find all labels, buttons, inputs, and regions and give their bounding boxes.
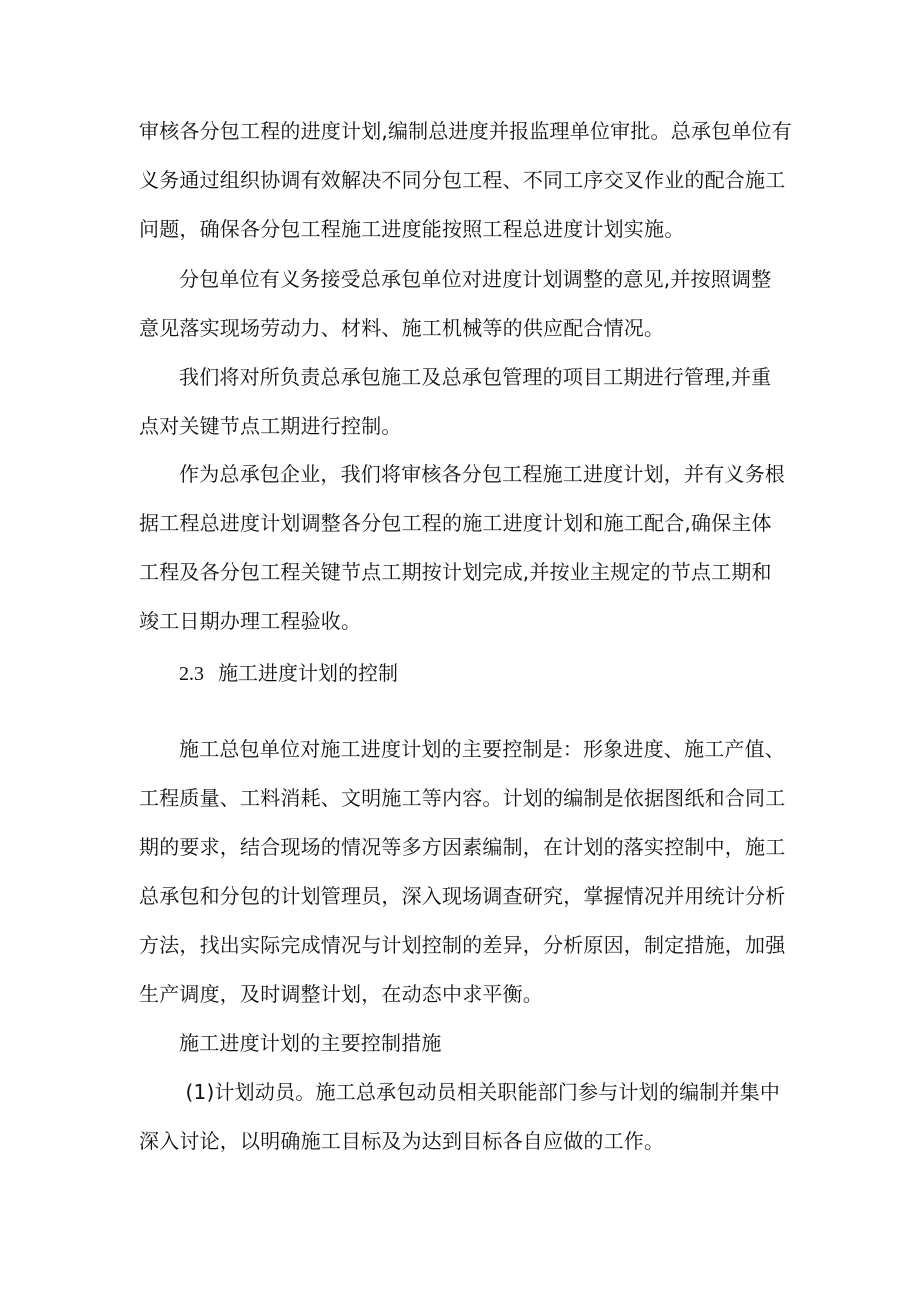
- text-line: 据工程总进度计划调整各分包工程的施工进度计划和施工配合,确保主体: [139, 511, 772, 535]
- text-line: 深入讨论，以明确施工目标及为达到目标各自应做的工作。: [139, 1129, 665, 1153]
- text-line: 工程质量、工料消耗、文明施工等内容。计划的编制是依据图纸和合同工: [139, 786, 786, 810]
- paragraph-2: [139, 255, 789, 353]
- text-line: 我们将对所负责总承包施工及总承包管理的项目工期进行管理,并重: [179, 365, 772, 389]
- text-line: 施工总包单位对施工进度计划的主要控制是：形象进度、施工产值、: [179, 737, 785, 761]
- text-line: 义务通过组织协调有效解决不同分包工程、不同工序交叉作业的配合施工: [139, 168, 786, 192]
- text-line: 期的要求，结合现场的情况等多方因素编制，在计划的落实控制中，施工: [139, 835, 786, 859]
- text-line: 点对关键节点工期进行控制。: [139, 414, 402, 438]
- paragraph-4: [139, 450, 789, 646]
- section-title: 施工进度计划的控制: [218, 661, 398, 685]
- section-heading: [179, 658, 398, 689]
- text-line: 作为总承包企业，我们将审核各分包工程施工进度计划，并有义务根: [179, 462, 785, 486]
- text-line: 生产调度，及时调整计划，在动态中求平衡。: [139, 982, 543, 1006]
- text-line: 施工进度计划的主要控制措施: [179, 1031, 442, 1055]
- paragraph-5: [139, 725, 789, 1019]
- text-line: 总承包和分包的计划管理员，深入现场调查研究，掌握情况并用统计分析: [139, 884, 786, 908]
- text-line: 方法，找出实际完成情况与计划控制的差异，分析原因，制定措施，加强: [139, 933, 786, 957]
- paragraph-1: [139, 107, 792, 254]
- text-line: 竣工日期办理工程验收。: [139, 609, 362, 633]
- text-line: (1)计划动员。施工总承包动员相关职能部门参与计划的编制并集中: [179, 1080, 781, 1104]
- section-number: 2.3: [179, 663, 204, 685]
- text-line: 问题，确保各分包工程施工进度能按照工程总进度计划实施。: [139, 217, 685, 241]
- paragraph-7: [139, 1068, 789, 1166]
- paragraph-3: [139, 353, 789, 451]
- text-line: 分包单位有义务接受总承包单位对进度计划调整的意见,并按照调整: [179, 267, 772, 291]
- text-line: 工程及各分包工程关键节点工期按计划完成,并按业主规定的节点工期和: [139, 560, 772, 584]
- text-line: 意见落实现场劳动力、材料、施工机械等的供应配合情况。: [139, 316, 665, 340]
- text-line: 审核各分包工程的进度计划,编制总进度并报监理单位审批。总承包单位有: [139, 119, 792, 143]
- paragraph-6: [139, 1019, 789, 1068]
